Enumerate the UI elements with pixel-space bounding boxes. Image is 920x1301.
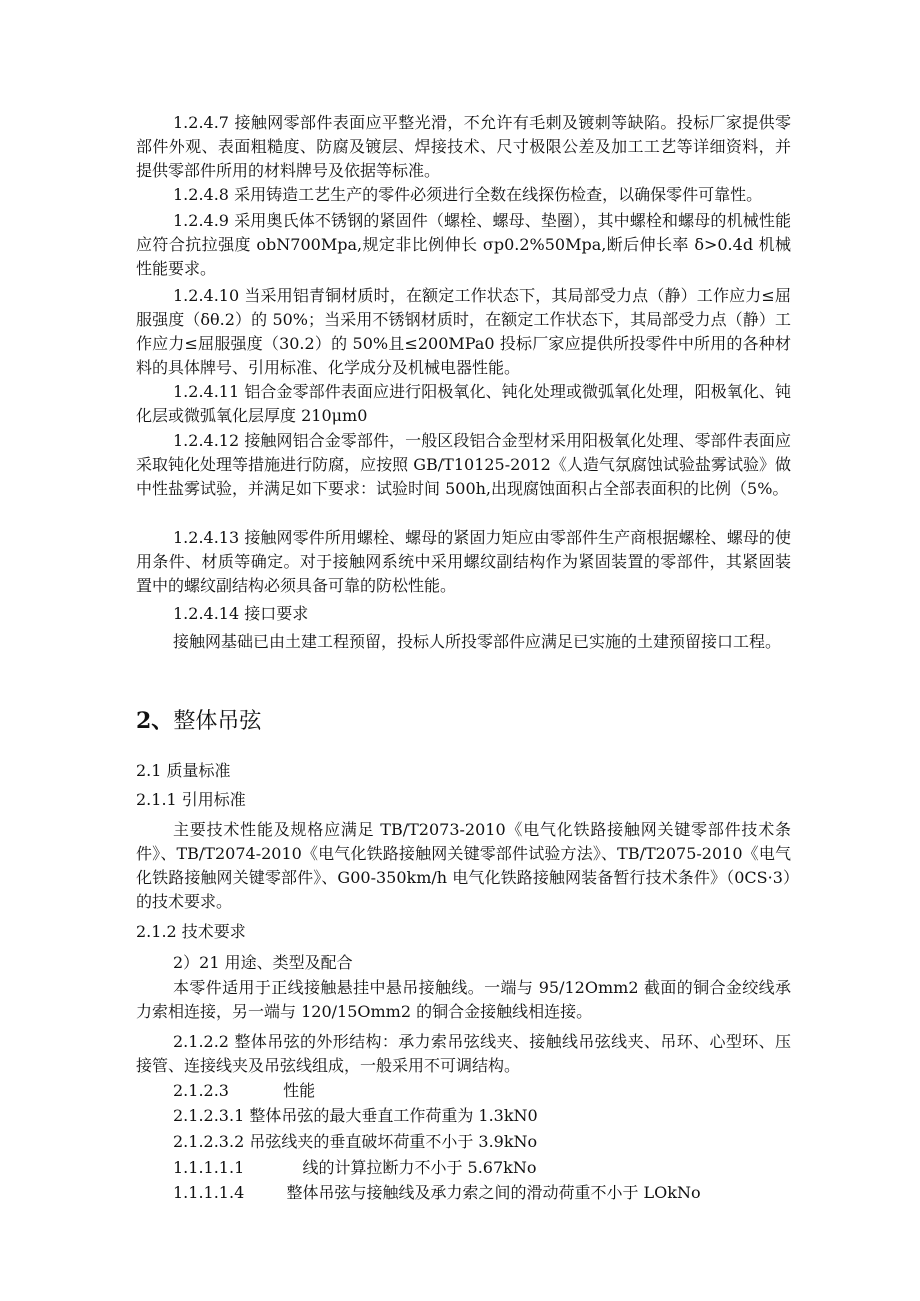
section-heading: [136, 705, 261, 738]
paragraph-interface: 接触网基础已由土建工程预留，投标人所投零部件应满足已实施的土建预留接口工程。: [173, 632, 782, 651]
heading-2-1-1: 2.1.1 引用标准: [136, 790, 246, 809]
section-number: 2、: [136, 708, 174, 734]
paragraph-1-2-4-8: 1.2.4.8 采用铸造工艺生产的零件必须进行全数在线探伤检查，以确保零件可靠性。: [173, 185, 763, 204]
item-text: 线的计算拉断力不小于 5.67kNo: [302, 1158, 537, 1177]
paragraph-structure: 2.1.2.2 整体吊弦的外形结构：承力索吊弦线夹、接触线吊弦线夹、吊环、心型环、压接管、连接线夹及吊弦线组成，一般采用不可调结构。: [136, 1032, 791, 1075]
item-2-1-2-3-2: 2.1.2.3.2 吊弦线夹的垂直破坏荷重不小于 3.9kNo: [173, 1132, 538, 1151]
item-number: 1.1.1.1.1: [173, 1158, 245, 1177]
paragraph-1-2-4-13: 1.2.4.13 接触网零件所用螺栓、螺母的紧固力矩应由零部件生产商根据螺栓、螺母的使用条件、材质等确定。对于接触网系统中采用螺纹副结构作为紧固装置的零部件，其紧固装置中的螺纹副结构必须具备可靠的防松性能。: [136, 528, 791, 595]
performance-title: 性能: [283, 1081, 316, 1100]
performance-number: 2.1.2.3: [173, 1081, 229, 1100]
paragraph-1-2-4-10: 1.2.4.10 当采用铝青铜材质时，在额定工作状态下，其局部受力点（静）工作应力≤屈服强度（δθ.2）的 50%；当采用不锈钢材质时，在额定工作状态下，其局部受力点（静）工作应力≤屈服强度（30.2）的 50%且≤200MPa0 投标厂家应提供所投零件中所用的各种材料的具体牌号、引用标准、化学成分及机械电器性能。: [136, 286, 791, 377]
heading-use-type: 2）21 用途、类型及配合: [173, 953, 353, 972]
paragraph-1-2-4-12: 1.2.4.12 接触网铝合金零部件，一般区段铝合金型材采用阳极氧化处理、零部件表面应采取钝化处理等措施进行防腐，应按照 GB/T10125-2012《人造气氛腐蚀试验盐雾试验》做中性盐雾试验，并满足如下要求：试验时间 500h,出现腐蚀面积占全部表面积的比例（5%。: [136, 431, 791, 498]
item-2-1-2-3-1: 2.1.2.3.1 整体吊弦的最大垂直工作荷重为 1.3kN0: [173, 1106, 538, 1125]
heading-performance: [173, 1079, 315, 1103]
section-title: 整体吊弦: [173, 709, 262, 734]
paragraph-1-2-4-7: 1.2.4.7 接触网零部件表面应平整光滑，不允许有毛刺及镀刺等缺陷。投标厂家提供零部件外观、表面粗糙度、防腐及镀层、焊接技术、尺寸极限公差及加工工艺等详细资料，并提供零部件所用的材料牌号及依据等标准。: [136, 113, 791, 180]
item-1-1-1-1-4: [173, 1181, 701, 1205]
heading-2-1: 2.1 质量标准: [136, 761, 231, 780]
paragraph-1-2-4-9: 1.2.4.9 采用奥氏体不锈钢的紧固件（螺栓、螺母、垫圈），其中螺栓和螺母的机械性能应符合抗拉强度 obN700Mpa,规定非比例伸长 σp0.2%50Mpa,断后伸长率 δ>0.4d 机械性能要求。: [136, 211, 791, 278]
heading-2-1-2: 2.1.2 技术要求: [136, 922, 246, 941]
item-text: 整体吊弦与接触线及承力索之间的滑动荷重不小于 LOkNo: [286, 1183, 701, 1202]
item-1-1-1-1-1: [173, 1156, 536, 1180]
paragraph-use: 本零件适用于正线接触悬挂中悬吊接触线。一端与 95/12Omm2 截面的铜合金绞线承力索相连接，另一端与 120/15Omm2 的铜合金接触线相连接。: [136, 978, 791, 1021]
paragraph-1-2-4-11: 1.2.4.11 铝合金零部件表面应进行阳极氧化、钝化处理或微弧氧化处理，阳极氧化、钝化层或微弧氧化层厚度 210μm0: [136, 382, 791, 425]
paragraph-1-2-4-14: 1.2.4.14 接口要求: [173, 604, 309, 623]
paragraph-standards: 主要技术性能及规格应满足 TB/T2073-2010《电气化铁路接触网关键零部件技术条件》、TB/T2074-2010《电气化铁路接触网关键零部件试验方法》、TB/T2075-2010《电气化铁路接触网关键零部件》、G00-350km∕h 电气化铁路接触网装备暂行技术条件》（0CS·3）的技术要求。: [136, 820, 791, 911]
item-number: 1.1.1.1.4: [173, 1183, 245, 1202]
